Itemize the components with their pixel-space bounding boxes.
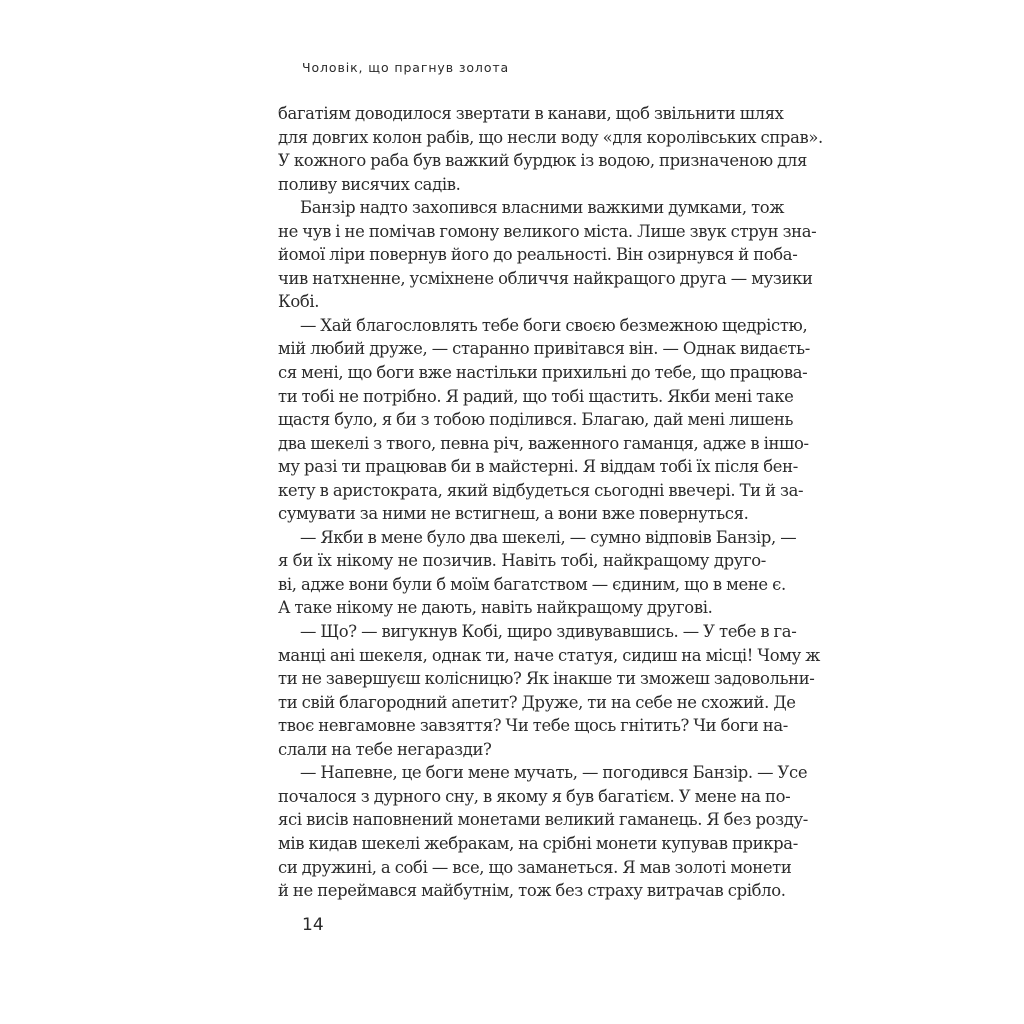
text-line: си дружині, а собі — все, що заманеться. Я мав золоті монети	[278, 857, 792, 877]
text-line: й не переймався майбутнім, тож без страху витрачав срібло.	[278, 881, 786, 901]
text-line: ясі висів наповнений монетами великий гаманець. Я без розду-	[278, 810, 808, 830]
text-line: — Напевне, це боги мене мучать, — погодився Банзір. — Усе	[300, 763, 808, 783]
text-line: — Що? — вигукнув Кобі, щиро здивувавшись. — У тебе в га-	[300, 622, 797, 642]
text-line: багатіям доводилося звертати в канави, щоб звільнити шлях	[278, 104, 784, 123]
text-line: Банзір надто захопився власними важкими думками, тож	[300, 198, 785, 218]
paragraph	[278, 314, 810, 526]
text-line: сумувати за ними не встигнеш, а вони вже повернуться.	[278, 504, 749, 524]
text-line: манці ані шекеля, однак ти, наче статуя, сидиш на місці! Чому ж	[278, 645, 820, 665]
text-line: щастя було, я би з тобою поділився. Благаю, дай мені лишень	[278, 410, 794, 430]
text-line: ти тобі не потрібно. Я радий, що тобі щастить. Якби мені таке	[278, 386, 794, 406]
text-line: поливу висячих садів.	[278, 174, 461, 194]
text-line: чив натхненне, усміхнене обличчя найкращого друга — музики	[278, 268, 813, 288]
text-line: мій любий друже, — старанно привітався він. — Однак видаєть-	[278, 339, 810, 359]
text-line: А таке нікому не дають, навіть найкращому другові.	[278, 598, 713, 618]
running-head: Чоловік, що прагнув золота	[302, 60, 510, 75]
text-line: — Якби в мене було два шекелі, — сумно відповів Банзір, —	[300, 527, 797, 547]
paragraph	[278, 761, 808, 902]
text-line: почалося з дурного сну, в якому я був багатієм. У мене на по-	[278, 786, 791, 806]
text-line: ти не завершуєш колісницю? Як інакше ти зможеш задовольни-	[278, 669, 815, 689]
text-line: слали на тебе негаразди?	[278, 739, 492, 759]
text-line: ся мені, що боги вже настільки прихильні до тебе, що працюва-	[278, 363, 808, 383]
text-line: для довгих колон рабів, що несли воду «для королівських справ».	[278, 127, 823, 147]
text-line: я би їх нікому не позичив. Навіть тобі, найкращому друго-	[278, 551, 766, 571]
text-line: му разі ти працював би в майстерні. Я віддам тобі їх після бен-	[278, 457, 798, 477]
text-line: — Хай благословлять тебе боги своєю безмежною щедрістю,	[300, 315, 808, 335]
text-line: мів кидав шекелі жебракам, на срібні монети купував прикра-	[278, 833, 798, 853]
text-line: ві, адже вони були б моїм багатством — єдиним, що в мене є.	[278, 574, 786, 594]
text-line: Кобі.	[278, 292, 320, 312]
text-line: йомої ліри повернув його до реальності. Він озирнувся й поба-	[278, 245, 798, 265]
text-line: твоє невгамовне завзяття? Чи тебе щось гнітить? Чи боги на-	[278, 716, 788, 736]
text-line: кету в аристократа, який відбудеться сьогодні ввечері. Ти й за-	[278, 480, 804, 500]
paragraph	[278, 102, 823, 196]
text-line: ти свій благородний апетит? Друже, ти на себе не схожий. Де	[278, 692, 796, 712]
page-number: 14	[302, 915, 324, 935]
text-line: У кожного раба був важкий бурдюк із водою, призначеною для	[278, 151, 807, 171]
body-text	[278, 102, 823, 903]
text-line: два шекелі з твого, певна річ, важенного гаманця, адже в іншо-	[278, 433, 809, 453]
paragraph	[278, 526, 797, 620]
paragraph	[278, 620, 820, 761]
text-line: не чув і не помічав гомону великого міста. Лише звук струн зна-	[278, 221, 817, 241]
paragraph	[278, 196, 817, 314]
